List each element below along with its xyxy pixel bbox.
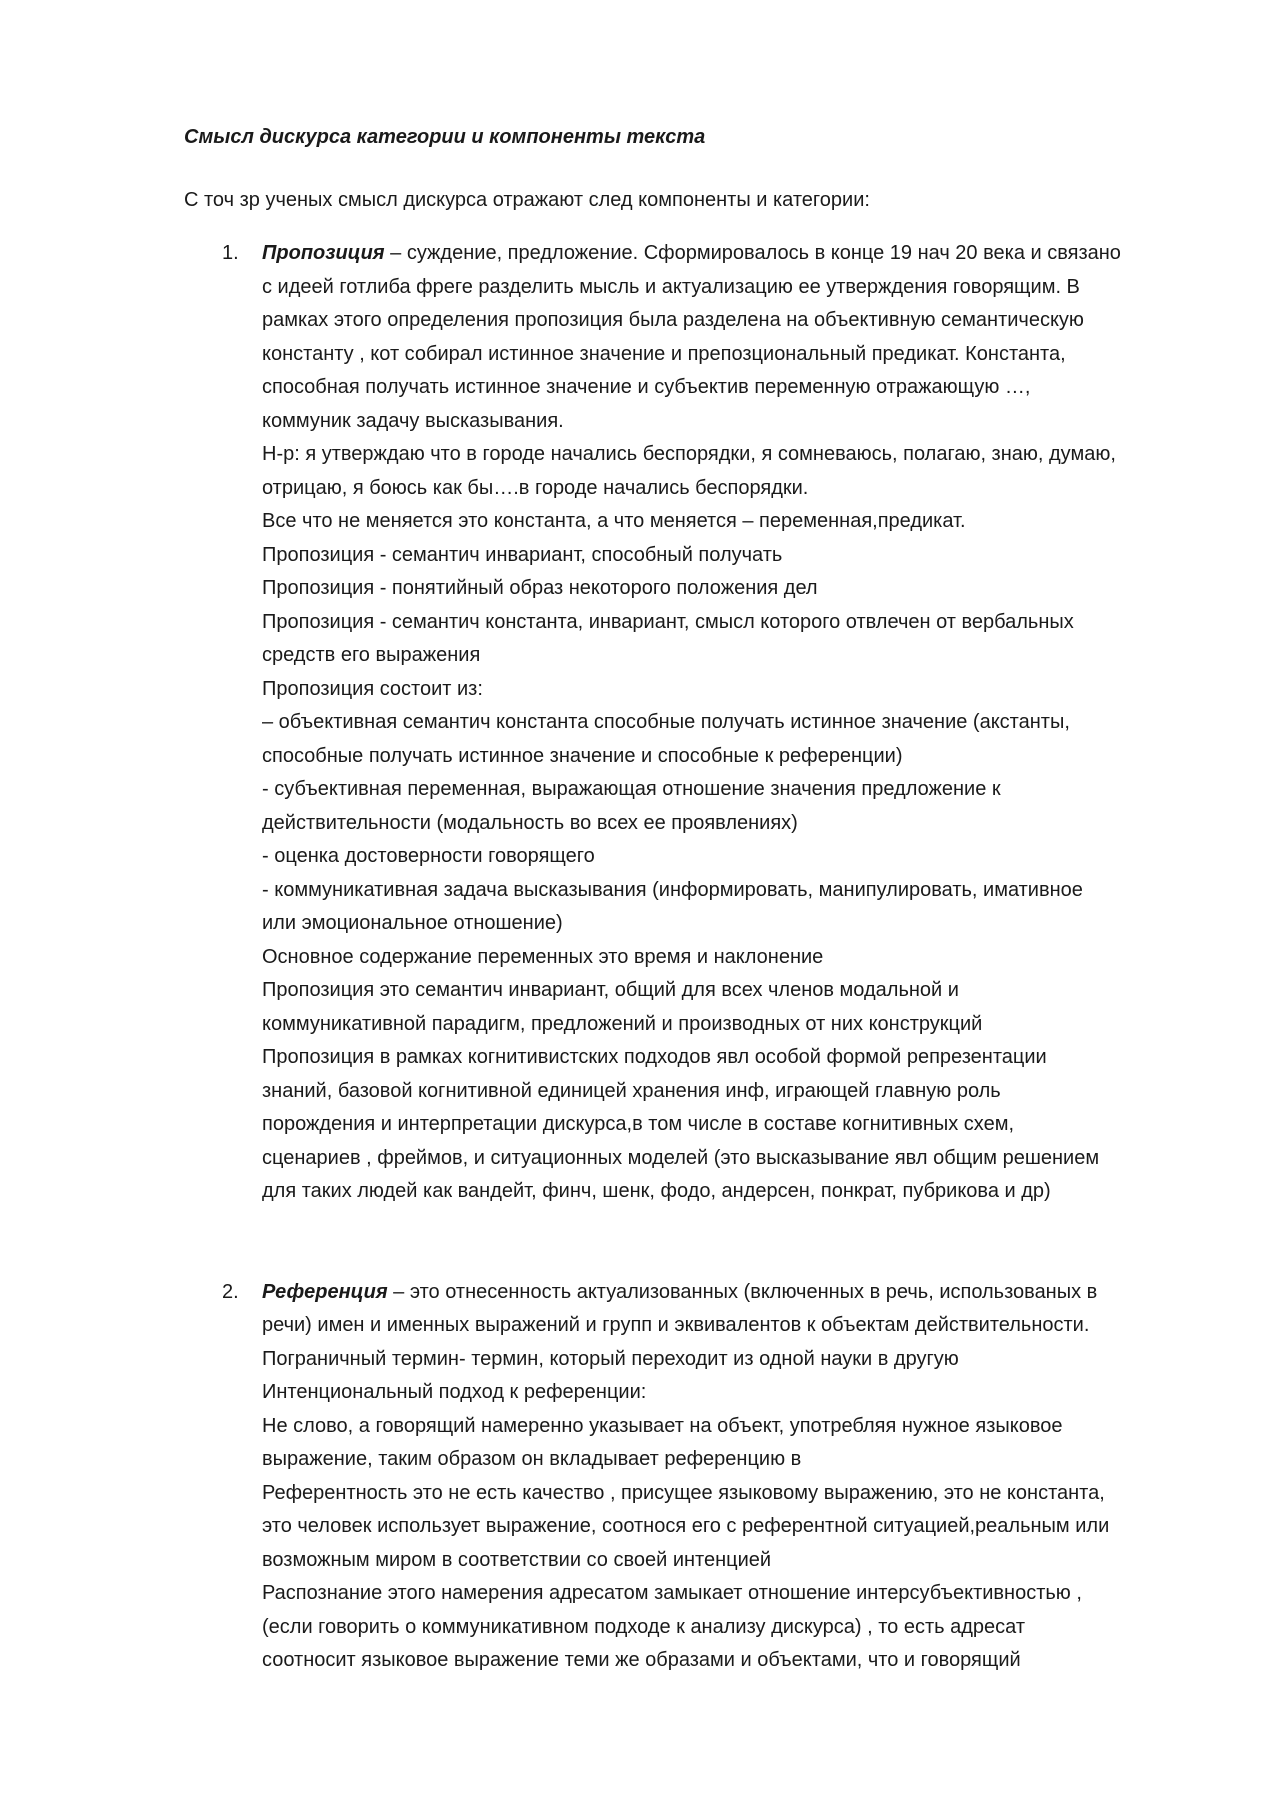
document-title: Смысл дискурса категории и компоненты текста — [184, 126, 706, 148]
list-item — [184, 237, 1194, 1209]
list-item — [184, 1276, 1194, 1678]
text-line: отрицаю, я боюсь как бы….в городе начались беспорядки. — [262, 476, 809, 499]
text-line: Распознание этого намерения адресатом замыкает отношение интерсубъективностью , — [262, 1582, 1082, 1604]
text-line: Интенциональный подход к референции: — [262, 1381, 647, 1403]
text-line: сценариев , фреймов, и ситуационных моделей (это высказывание явл общим решением — [262, 1146, 1100, 1169]
text-line: рамках этого определения пропозиция была разделена на объективную семантическую — [262, 309, 1084, 331]
text-line: Пропозиция - семантич инвариант, способный получать — [262, 543, 783, 566]
text-line: или эмоциональное отношение) — [262, 912, 563, 934]
text-line: действительности (модальность во всех ее проявлениях) — [262, 811, 798, 834]
text-line: средств его выражения — [262, 644, 481, 666]
text-line: способная получать истинное значение и субъектив переменную отражающую …, — [262, 376, 1031, 398]
item-first-line-text: – это отнесенность актуализованных (включенных в речь, использованых в — [387, 1280, 1098, 1303]
list-spacer — [184, 1209, 1194, 1276]
text-line: с идеей готлиба фреге разделить мысль и актуализацию ее утверждения говорящим. В — [262, 275, 1080, 298]
text-line: Все что не меняется это константа, а что меняется – переменная,предикат. — [262, 510, 966, 532]
text-line: коммуникативной парадигм, предложений и производных от них конструкций — [262, 1012, 983, 1035]
text-line: Пограничный термин- термин, который переходит из одной науки в другую — [262, 1347, 959, 1370]
text-line: - субъективная переменная, выражающая отношение значения предложение к — [262, 778, 1001, 800]
text-line: (если говорить о коммуникативном подходе к анализу дискурса) , то есть адресат — [262, 1615, 1025, 1638]
text-line: Не слово, а говорящий намеренно указывает на объект, употребляя нужное языковое — [262, 1414, 1063, 1437]
text-line: для таких людей как вандейт, финч, шенк, фодо, андерсен, понкрат, пубрикова и др) — [262, 1180, 1051, 1202]
list-number: 2. — [222, 1280, 239, 1303]
text-line: коммуник задачу высказывания. — [262, 409, 564, 432]
text-line: – объективная семантич константа способные получать истинное значение (акстанты, — [262, 711, 1070, 733]
text-line: константу , кот собирал истинное значение и препозциональный предикат. Константа, — [262, 342, 1066, 365]
item-first-line — [262, 1276, 1194, 1310]
item-first-line — [262, 237, 1194, 271]
text-line: Референтность это не есть качество , присущее языковому выражению, это не константа, — [262, 1481, 1105, 1504]
text-line: выражение, таким образом он вкладывает референцию в — [262, 1448, 802, 1470]
text-line: соотносит языковое выражение теми же образами и объектами, что и говорящий — [262, 1649, 1021, 1671]
item-term: Пропозиция — [262, 242, 385, 264]
text-line: Пропозиция - семантич константа, инвариант, смысл которого отвлечен от вербальных — [262, 610, 1074, 633]
text-line: Пропозиция в рамках когнитивистских подходов явл особой формой репрезентации — [262, 1046, 1047, 1068]
item-term: Референция — [262, 1280, 388, 1303]
document-page — [184, 120, 1194, 1678]
text-line: Пропозиция это семантич инвариант, общий для всех членов модальной и — [262, 979, 959, 1001]
text-line: - коммуникативная задача высказывания (информировать, манипулировать, имативное — [262, 878, 1083, 901]
item-body — [262, 271, 1194, 1209]
text-line: порождения и интерпретации дискурса,в том числе в составе когнитивных схем, — [262, 1113, 1015, 1135]
text-line: знаний, базовой когнитивной единицей хранения инф, играющей главную роль — [262, 1079, 1001, 1102]
item-first-line-text: – суждение, предложение. Сформировалось в конце 19 нач 20 века и связано — [384, 242, 1121, 264]
text-line: Н-р: я утверждаю что в городе начались беспорядки, я сомневаюсь, полагаю, знаю, думаю, — [262, 443, 1116, 465]
text-line: Пропозиция состоит из: — [262, 677, 483, 700]
text-line: - оценка достоверности говорящего — [262, 845, 595, 867]
text-line: Пропозиция - понятийный образ некоторого положения дел — [262, 577, 818, 599]
text-line: речи) имен и именных выражений и групп и эквивалентов к объектам действительности. — [262, 1314, 1090, 1336]
text-line: возможным миром в соответствии со своей интенцией — [262, 1548, 772, 1571]
text-line: способные получать истинное значение и способные к референции) — [262, 744, 903, 767]
intro-paragraph: С точ зр ученых смысл дискурса отражают след компоненты и категории: — [184, 189, 870, 211]
text-line: Основное содержание переменных это время и наклонение — [262, 945, 824, 968]
item-body — [262, 1309, 1194, 1678]
text-line: это человек использует выражение, соотнося его с референтной ситуацией,реальным или — [262, 1515, 1110, 1537]
list-number: 1. — [222, 242, 239, 264]
